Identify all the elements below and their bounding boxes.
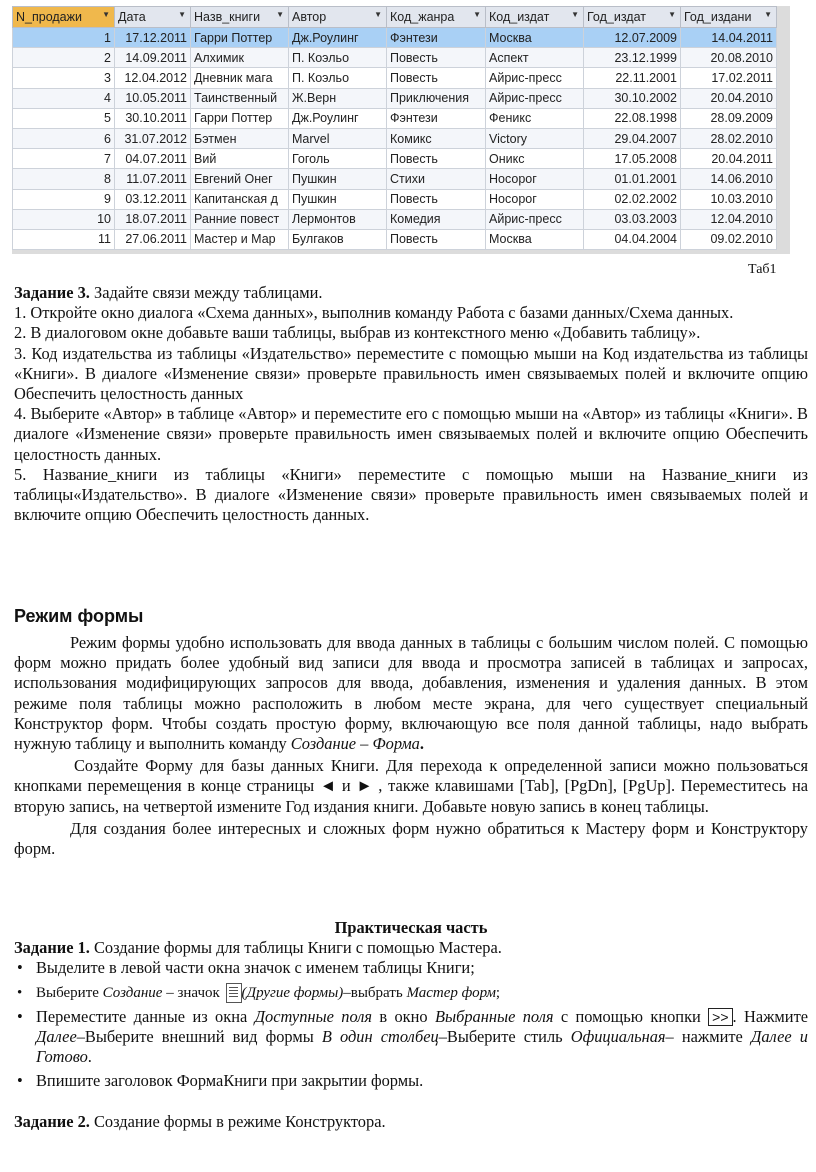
table-cell[interactable]: 28.09.2009 (681, 108, 777, 128)
table-cell[interactable]: 9 (13, 189, 115, 209)
table-cell[interactable]: Комедия (387, 209, 486, 229)
step3-next-finish: Далее и Готово (36, 1027, 808, 1067)
table-cell[interactable]: Аспект (486, 48, 584, 68)
column-header-label: Год_издат (587, 10, 646, 24)
table-cell[interactable]: Оникс (486, 149, 584, 169)
table-cell[interactable]: 1 (13, 28, 115, 48)
step3-h: –Выберите внешний вид формы (76, 1027, 322, 1047)
table-cell[interactable]: 28.02.2010 (681, 128, 777, 148)
table-body (13, 28, 777, 250)
column-header-label: Автор (292, 10, 327, 24)
step2-create: Создание (102, 984, 163, 1001)
table-cell[interactable]: 22.11.2001 (584, 68, 681, 88)
column-header[interactable] (289, 7, 387, 28)
sort-arrow-icon[interactable]: ▼ (571, 10, 579, 19)
table-cell[interactable]: Приключения (387, 88, 486, 108)
task3-title: Задание 3. (14, 283, 90, 302)
table-cell[interactable]: Ранние повест (191, 209, 289, 229)
task3-step-1: 1. Откройте окно диалога «Схема данных», выполнив команду Работа с базами данных/Схема данных. (14, 303, 734, 323)
practice-section (14, 918, 808, 1132)
table-row[interactable] (13, 189, 777, 209)
step3-e: с помощью кнопки (553, 1006, 709, 1026)
step2-g: ; (495, 984, 501, 1001)
task3-step-5: 5. Название_книги из таблицы «Книги» переместите с помощью мыши на Название_книги из таблицы«Издательство». В диалоге «Изменение связи» проверьте правильность имен связываемых полей и включите опцию Обеспечить целостность данных. (14, 464, 808, 525)
task1-step-1 (14, 958, 808, 978)
task2-line (14, 1112, 808, 1132)
column-header[interactable] (115, 7, 191, 28)
task1-text: Создание формы для таблицы Книги с помощью Мастера. (89, 938, 502, 958)
table-cell[interactable]: 12.04.2010 (681, 209, 777, 229)
table-cell[interactable]: 14.04.2011 (681, 28, 777, 48)
task3-section (14, 283, 808, 525)
step2-c: – значок (162, 984, 224, 1001)
table-cell[interactable]: Marvel (289, 128, 387, 148)
form-mode-paragraph-1 (14, 633, 808, 754)
task1-line (14, 938, 808, 958)
table-row[interactable] (13, 209, 777, 229)
table-row[interactable] (13, 169, 777, 189)
step2-e: –выбрать (343, 984, 407, 1001)
table-cell[interactable]: 04.04.2004 (584, 229, 681, 249)
step3-l: – нажмите (665, 1027, 751, 1047)
table-cell[interactable]: Фэнтези (387, 108, 486, 128)
table-row[interactable] (13, 88, 777, 108)
table-cell[interactable]: Пушкин (289, 189, 387, 209)
table-cell[interactable]: 17.05.2008 (584, 149, 681, 169)
sort-arrow-icon[interactable]: ▼ (178, 10, 186, 19)
form-mode-heading: Режим формы (14, 606, 144, 626)
table-cell[interactable]: 18.07.2011 (115, 209, 191, 229)
table-cell[interactable]: 03.03.2003 (584, 209, 681, 229)
form-mode-paragraph-2: Создайте Форму для базы данных Книги. Для перехода к определенной записи можно пользоваться кнопками перемещения в конце страницы ◄ и ► , также клавишами [Tab], [PgDn], [PgUp]. Переместитесь на вторую запись, на четвертой измените Год издания книги. Добавьте новую запись в конец таблицы. (14, 756, 808, 816)
table-cell[interactable]: Бэтмен (191, 128, 289, 148)
sales-table (12, 6, 777, 250)
table-cell[interactable]: 10.05.2011 (115, 88, 191, 108)
column-header-label: Код_жанра (390, 10, 455, 24)
bullet-icon: • (17, 1006, 23, 1026)
step3-available-fields: Доступные поля (254, 1006, 373, 1026)
task3-step-4: 4. Выберите «Автор» в таблице «Автор» и переместите его с помощью мыши на «Автор» из таблицы «Книги». В диалоге «Изменение связи» проверьте правильность имен связываемых полей и включите опцию Обеспечить целостность данных. (14, 404, 808, 464)
table-cell[interactable]: 03.12.2011 (115, 189, 191, 209)
table-cell[interactable]: Фэнтези (387, 28, 486, 48)
table-cell[interactable]: 12.07.2009 (584, 28, 681, 48)
table-cell[interactable]: Повесть (387, 149, 486, 169)
task1-steps (14, 958, 808, 1091)
table-header-row (13, 7, 777, 28)
table-cell[interactable]: 12.04.2012 (115, 68, 191, 88)
task1-step-4 (14, 1071, 808, 1091)
table-cell[interactable]: 23.12.1999 (584, 48, 681, 68)
move-all-button-icon: >> (708, 1008, 732, 1026)
step2-other-forms: (Другие формы) (241, 984, 344, 1001)
column-header[interactable] (486, 7, 584, 28)
table-cell[interactable]: 7 (13, 149, 115, 169)
step3-official: Официальная (570, 1027, 666, 1047)
table-cell[interactable]: Вий (191, 149, 289, 169)
table-cell[interactable]: Мастер и Мар (191, 229, 289, 249)
step2-form-wizard: Мастер форм (406, 984, 496, 1001)
table-cell[interactable]: 30.10.2002 (584, 88, 681, 108)
table-cell[interactable]: Гоголь (289, 149, 387, 169)
form-create-command: Создание – Форма (290, 734, 420, 754)
column-header[interactable] (387, 7, 486, 28)
column-header-label: Дата (118, 10, 146, 24)
table-row[interactable] (13, 48, 777, 68)
table-row[interactable] (13, 128, 777, 148)
bullet-icon: • (17, 984, 23, 1001)
table-cell[interactable]: Капитанская д (191, 189, 289, 209)
table-cell[interactable]: Ж.Верн (289, 88, 387, 108)
task2-title: Задание 2. (14, 1111, 90, 1131)
table-cell[interactable]: 22.08.1998 (584, 108, 681, 128)
table-cell[interactable]: 10 (13, 209, 115, 229)
task3-step-3: 3. Код издательства из таблицы «Издательство» переместите с помощью мыши на Код издательства из таблицы «Книги». В диалоге «Изменение связи» проверьте правильность имен связываемых полей и включите опцию Обеспечить целостность данных (14, 343, 808, 404)
sort-arrow-icon[interactable]: ▼ (276, 10, 284, 19)
step3-j: –Выберите стиль (438, 1027, 571, 1047)
table-cell[interactable]: Дневник мага (191, 68, 289, 88)
column-header-label: N_продажи (16, 10, 82, 24)
table-cell[interactable]: 10.03.2010 (681, 189, 777, 209)
task3-step-2: 2. В диалоговом окне добавьте ваши таблицы, выбрав из контекстного меню «Добавить таблицу». (14, 323, 701, 343)
sort-arrow-icon[interactable]: ▼ (374, 10, 382, 19)
task1-step-1-text: Выделите в левой части окна значок с именем таблицы Книги; (36, 958, 475, 978)
table-cell[interactable]: Комикс (387, 128, 486, 148)
table-cell[interactable]: 14.09.2011 (115, 48, 191, 68)
table-cell[interactable]: 3 (13, 68, 115, 88)
table-cell[interactable]: Таинственный (191, 88, 289, 108)
column-header[interactable] (13, 7, 115, 28)
sort-arrow-icon[interactable]: ▼ (102, 10, 110, 19)
step3-c: в окно (372, 1006, 435, 1026)
table-cell[interactable]: 17.02.2011 (681, 68, 777, 88)
table-cell[interactable]: Булгаков (289, 229, 387, 249)
table-cell[interactable]: 30.10.2011 (115, 108, 191, 128)
step3-next: Далее (36, 1027, 77, 1047)
table-cell[interactable]: Феникс (486, 108, 584, 128)
table-cell[interactable]: Айрис-пресс (486, 88, 584, 108)
table-cell[interactable]: 14.06.2010 (681, 169, 777, 189)
table-cell[interactable]: Повесть (387, 189, 486, 209)
table-cell[interactable]: 01.01.2001 (584, 169, 681, 189)
table-cell[interactable]: Пушкин (289, 169, 387, 189)
column-header-label: Назв_книги (194, 10, 261, 24)
table-cell[interactable]: Москва (486, 229, 584, 249)
column-header[interactable] (681, 7, 777, 28)
column-header-label: Год_издани (684, 10, 752, 24)
table-cell[interactable]: Айрис-пресс (486, 68, 584, 88)
table-cell[interactable]: 8 (13, 169, 115, 189)
step3-f: . Нажмите (732, 1006, 809, 1026)
table-cell[interactable]: Носорог (486, 189, 584, 209)
bullet-icon: • (17, 958, 23, 978)
table-cell[interactable]: Носорог (486, 169, 584, 189)
table-cell[interactable]: Дж.Роулинг (289, 108, 387, 128)
table-cell[interactable]: 20.08.2010 (681, 48, 777, 68)
practice-heading: Практическая часть (334, 918, 488, 937)
table-cell[interactable]: 20.04.2010 (681, 88, 777, 108)
sort-arrow-icon[interactable]: ▼ (668, 10, 676, 19)
table-cell[interactable]: Евгений Онег (191, 169, 289, 189)
sales-table-screenshot (12, 6, 790, 254)
table-cell[interactable]: 11.07.2011 (115, 169, 191, 189)
table-cell[interactable]: 4 (13, 88, 115, 108)
table-row[interactable] (13, 28, 777, 48)
table-cell[interactable]: П. Коэльо (289, 48, 387, 68)
task3-intro: Задайте связи между таблицами. (89, 283, 323, 302)
step3-n: . (87, 1047, 92, 1067)
table-cell[interactable]: Москва (486, 28, 584, 48)
table-cell[interactable]: 11 (13, 229, 115, 249)
other-forms-icon (226, 983, 242, 1003)
table-cell[interactable]: Повесть (387, 48, 486, 68)
task1-step-2 (14, 983, 808, 1003)
table-cell[interactable]: Айрис-пресс (486, 209, 584, 229)
step3-columnar: В один столбец (321, 1027, 439, 1047)
bullet-icon: • (17, 1071, 23, 1091)
form-mode-paragraph-3: Для создания более интересных и сложных форм нужно обратиться к Мастеру форм и Конструктору форм. (14, 818, 808, 859)
table-cell[interactable]: П. Коэльо (289, 68, 387, 88)
column-header-label: Код_издат (489, 10, 550, 24)
form-mode-p1-end: . (419, 734, 424, 754)
table-cell[interactable]: 09.02.2010 (681, 229, 777, 249)
task1-step-3 (14, 1007, 808, 1068)
table-row[interactable] (13, 108, 777, 128)
sort-arrow-icon[interactable]: ▼ (473, 10, 481, 19)
table-cell[interactable]: 29.04.2007 (584, 128, 681, 148)
task1-step-4-text: Впишите заголовок ФормаКниги при закрытии формы. (36, 1071, 424, 1091)
table-cell[interactable]: Victory (486, 128, 584, 148)
table-cell[interactable]: 17.12.2011 (115, 28, 191, 48)
column-header[interactable] (584, 7, 681, 28)
table-cell[interactable]: 20.04.2011 (681, 149, 777, 169)
task2-text: Создание формы в режиме Конструктора. (89, 1111, 386, 1131)
table-row[interactable] (13, 229, 777, 249)
step3-selected-fields: Выбранные поля (434, 1006, 554, 1026)
table-cell[interactable]: Алхимик (191, 48, 289, 68)
table-cell[interactable]: 5 (13, 108, 115, 128)
column-header[interactable] (191, 7, 289, 28)
table-cell[interactable]: Стихи (387, 169, 486, 189)
table-caption: Таб1 (748, 262, 777, 277)
table-row[interactable] (13, 149, 777, 169)
table-cell[interactable]: 04.07.2011 (115, 149, 191, 169)
table-cell[interactable]: 2 (13, 48, 115, 68)
task3-title-line (14, 283, 808, 303)
sort-arrow-icon[interactable]: ▼ (764, 10, 772, 19)
table-cell[interactable]: Гарри Поттер (191, 28, 289, 48)
table-row[interactable] (13, 68, 777, 88)
table-cell[interactable]: Дж.Роулинг (289, 28, 387, 48)
form-mode-p1-text: Режим формы удобно использовать для ввода данных в таблицы с большим числом полей. С помощью форм можно придать более удобный вид записи для ввода и просмотра записей в таблицах и запросах, использования модифицирующих запросов для ввода, добавления, изменения и удаления данных. В этом режиме поля таблицы можно расположить в любом месте экрана, для чего существует специальный Конструктор форм. Чтобы создать простую форму, включающую все поля данной таблицы, надо выбрать нужную таблицу и выполнить команду (14, 633, 808, 754)
task1-title: Задание 1. (14, 938, 90, 958)
table-cell[interactable]: 31.07.2012 (115, 128, 191, 148)
table-cell[interactable]: Лермонтов (289, 209, 387, 229)
form-mode-section (14, 633, 808, 859)
step3-a: Переместите данные из окна (36, 1006, 255, 1026)
table-cell[interactable]: Повесть (387, 229, 486, 249)
table-cell[interactable]: Повесть (387, 68, 486, 88)
table-cell[interactable]: 27.06.2011 (115, 229, 191, 249)
table-cell[interactable]: 6 (13, 128, 115, 148)
table-cell[interactable]: 02.02.2002 (584, 189, 681, 209)
step2-a: Выберите (36, 984, 103, 1001)
table-cell[interactable]: Гарри Поттер (191, 108, 289, 128)
